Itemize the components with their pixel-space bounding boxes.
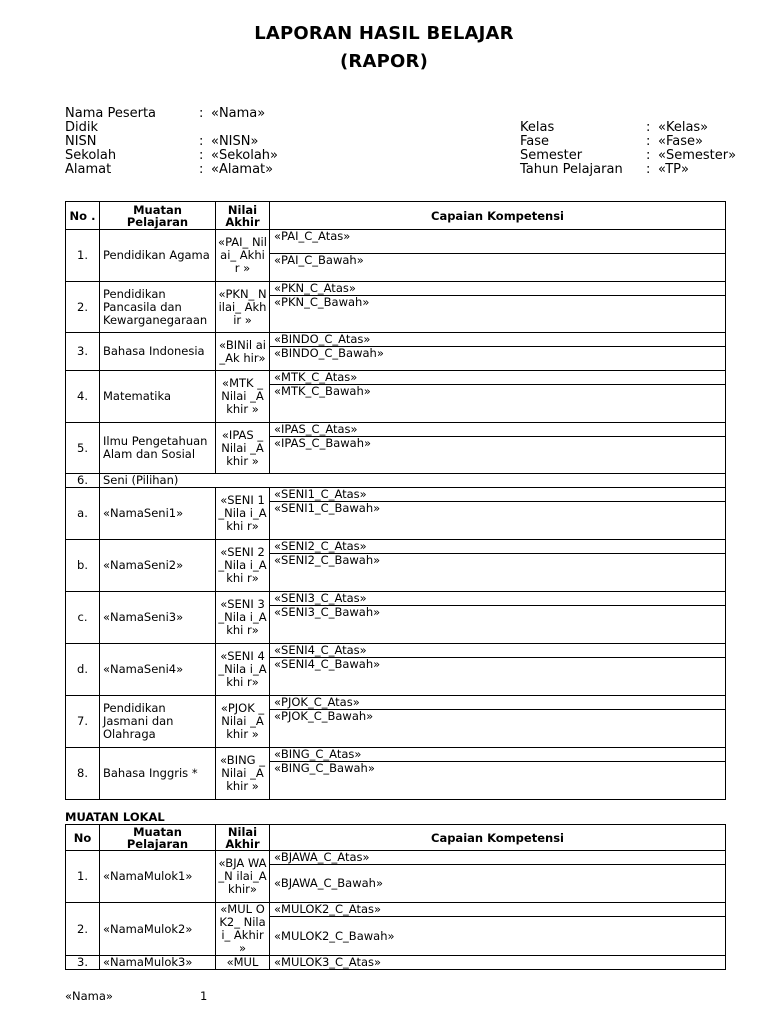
subject-name: Bahasa Indonesia — [100, 333, 216, 371]
info-colon: : — [646, 162, 651, 177]
subject-group-name: Seni (Pilihan) — [100, 474, 726, 488]
final-grade: «SENI 1_Nila i_Akhi r» — [216, 488, 270, 540]
info-label: Kelas — [520, 120, 555, 135]
row-number: 2. — [66, 903, 100, 956]
info-value: «Fase» — [658, 134, 703, 149]
info-row-semester — [520, 149, 736, 163]
info-row-kelas — [520, 121, 736, 135]
final-grade: «SENI 2_Nila i_Akhi r» — [216, 540, 270, 592]
info-label: Semester — [520, 148, 583, 163]
row-number: b. — [66, 540, 100, 592]
table-row — [66, 333, 726, 347]
student-info-left — [65, 107, 278, 177]
row-number: d. — [66, 644, 100, 696]
info-row-nisn — [65, 135, 278, 149]
final-grade: «MTK _Nilai _Akhir » — [216, 371, 270, 423]
mulok-table-body — [66, 825, 726, 970]
info-value: «Nama» — [211, 106, 266, 121]
competency-lower: «MTK_C_Bawah» — [270, 385, 726, 423]
subject-name: «NamaMulok2» — [100, 903, 216, 956]
table-row — [66, 488, 726, 502]
info-label: Tahun Pelajaran — [520, 162, 623, 177]
row-number: 6. — [66, 474, 100, 488]
table-row — [66, 748, 726, 762]
info-value: «NISN» — [211, 134, 259, 149]
header-mapel: Muatan Pelajaran — [100, 825, 216, 851]
final-grade: «BINil ai_Ak hir» — [216, 333, 270, 371]
row-number: 3. — [66, 956, 100, 970]
final-grade: «SENI 4_Nila i_Akhi r» — [216, 644, 270, 696]
header-nilai: Nilai Akhir — [216, 825, 270, 851]
student-info-right — [520, 121, 736, 177]
header-mapel: Muatan Pelajaran — [100, 202, 216, 230]
competency-lower: «SENI1_C_Bawah» — [270, 502, 726, 540]
row-number: 7. — [66, 696, 100, 748]
info-label: Didik — [65, 120, 99, 135]
info-colon: : — [199, 162, 204, 177]
final-grade: «MUL OK2_ Nilai_ Akhir » — [216, 903, 270, 956]
competency-upper: «SENI4_C_Atas» — [270, 644, 726, 658]
final-grade: «PKN_ Nilai_ Akhir » — [216, 282, 270, 333]
final-grade: «BING _Nilai _Akhir » — [216, 748, 270, 800]
table-row — [66, 851, 726, 865]
footer-name: «Nama» — [65, 989, 113, 1003]
competency-lower: «SENI3_C_Bawah» — [270, 606, 726, 644]
table-row — [66, 956, 726, 970]
subject-name: «NamaSeni2» — [100, 540, 216, 592]
grades-table — [65, 201, 726, 800]
info-colon: : — [646, 148, 651, 163]
final-grade: «IPAS _Nilai _Akhir » — [216, 423, 270, 474]
row-number: 8. — [66, 748, 100, 800]
table-header-row — [66, 202, 726, 230]
info-colon: : — [199, 148, 204, 163]
table-header-row — [66, 825, 726, 851]
competency-upper: «MULOK3_C_Atas» — [270, 956, 726, 970]
info-row-fase — [520, 135, 736, 149]
final-grade: «BJA WA_N ilai_A khir» — [216, 851, 270, 903]
table-row — [66, 423, 726, 437]
info-value: «Kelas» — [658, 120, 709, 135]
row-number: 1. — [66, 230, 100, 282]
header-capaian: Capaian Kompetensi — [270, 825, 726, 851]
info-row-sekolah — [65, 149, 278, 163]
final-grade: «PJOK _Nilai _Akhir » — [216, 696, 270, 748]
report-subtitle: (RAPOR) — [340, 51, 428, 72]
competency-upper: «BJAWA_C_Atas» — [270, 851, 726, 865]
info-value: «TP» — [658, 162, 689, 177]
subject-name: «NamaSeni1» — [100, 488, 216, 540]
table-row-seni-group — [66, 474, 726, 488]
competency-upper: «PJOK_C_Atas» — [270, 696, 726, 710]
report-title: LAPORAN HASIL BELAJAR — [254, 23, 514, 44]
competency-upper: «SENI2_C_Atas» — [270, 540, 726, 554]
row-number: 3. — [66, 333, 100, 371]
info-colon — [199, 121, 211, 135]
info-colon: : — [646, 134, 651, 149]
info-colon: : — [646, 120, 651, 135]
info-row-alamat — [65, 163, 278, 177]
mulok-table — [65, 824, 726, 970]
info-colon: : — [199, 106, 204, 121]
info-label: Nama Peserta — [65, 106, 157, 121]
mulok-section-title: MUATAN LOKAL — [65, 810, 165, 824]
competency-lower: «PKN_C_Bawah» — [270, 296, 726, 333]
header-no: No . — [66, 202, 100, 230]
subject-name: Pendidikan Agama — [100, 230, 216, 282]
row-number: 2. — [66, 282, 100, 333]
subject-name: Pendidikan Jasmani dan Olahraga — [100, 696, 216, 748]
page-number: 1 — [200, 989, 208, 1003]
competency-upper: «BINDO_C_Atas» — [270, 333, 726, 347]
competency-lower: «PAI_C_Bawah» — [270, 254, 726, 282]
row-number: c. — [66, 592, 100, 644]
competency-lower: «IPAS_C_Bawah» — [270, 437, 726, 474]
info-label: NISN — [65, 134, 97, 149]
final-grade: «PAI_ Nilai_ Akhir » — [216, 230, 270, 282]
competency-upper: «SENI3_C_Atas» — [270, 592, 726, 606]
competency-upper: «PKN_C_Atas» — [270, 282, 726, 296]
competency-upper: «MULOK2_C_Atas» — [270, 903, 726, 917]
subject-name: «NamaMulok3» — [100, 956, 216, 970]
subject-name: «NamaSeni4» — [100, 644, 216, 696]
header-no: No — [66, 825, 100, 851]
info-colon: : — [199, 134, 204, 149]
competency-upper: «IPAS_C_Atas» — [270, 423, 726, 437]
info-row-nama — [65, 107, 278, 121]
row-number: 5. — [66, 423, 100, 474]
info-value: «Alamat» — [211, 162, 274, 177]
info-label: Sekolah — [65, 148, 117, 163]
subject-name: «NamaMulok1» — [100, 851, 216, 903]
competency-lower: «BINDO_C_Bawah» — [270, 347, 726, 371]
competency-lower: «SENI2_C_Bawah» — [270, 554, 726, 592]
subject-name: Ilmu Pengetahuan Alam dan Sosial — [100, 423, 216, 474]
header-capaian: Capaian Kompetensi — [270, 202, 726, 230]
table-row — [66, 592, 726, 606]
competency-lower: «BJAWA_C_Bawah» — [270, 865, 726, 903]
subject-name: Matematika — [100, 371, 216, 423]
competency-lower: «SENI4_C_Bawah» — [270, 658, 726, 696]
row-number: 4. — [66, 371, 100, 423]
competency-upper: «PAI_C_Atas» — [270, 230, 726, 254]
final-grade: «MUL — [216, 956, 270, 970]
table-row — [66, 644, 726, 658]
competency-lower: «MULOK2_C_Bawah» — [270, 917, 726, 956]
table-row — [66, 230, 726, 254]
row-number: 1. — [66, 851, 100, 903]
header-nilai: Nilai Akhir — [216, 202, 270, 230]
info-row-didik — [65, 121, 278, 135]
row-number: a. — [66, 488, 100, 540]
table-row — [66, 282, 726, 296]
info-label: Alamat — [65, 162, 112, 177]
info-label: Fase — [520, 134, 550, 149]
subject-name: Bahasa Inggris * — [100, 748, 216, 800]
table-row — [66, 540, 726, 554]
final-grade: «SENI 3_Nila i_Akhi r» — [216, 592, 270, 644]
competency-upper: «BING_C_Atas» — [270, 748, 726, 762]
competency-upper: «SENI1_C_Atas» — [270, 488, 726, 502]
info-value: «Sekolah» — [211, 148, 278, 163]
info-value: «Semester» — [658, 148, 737, 163]
competency-lower: «PJOK_C_Bawah» — [270, 710, 726, 748]
table-row — [66, 371, 726, 385]
subject-name: Pendidikan Pancasila dan Kewarganegaraan — [100, 282, 216, 333]
info-row-tahun — [520, 163, 736, 177]
grades-table-body — [66, 202, 726, 800]
table-row — [66, 696, 726, 710]
competency-lower: «BING_C_Bawah» — [270, 762, 726, 800]
competency-upper: «MTK_C_Atas» — [270, 371, 726, 385]
subject-name: «NamaSeni3» — [100, 592, 216, 644]
table-row — [66, 903, 726, 917]
